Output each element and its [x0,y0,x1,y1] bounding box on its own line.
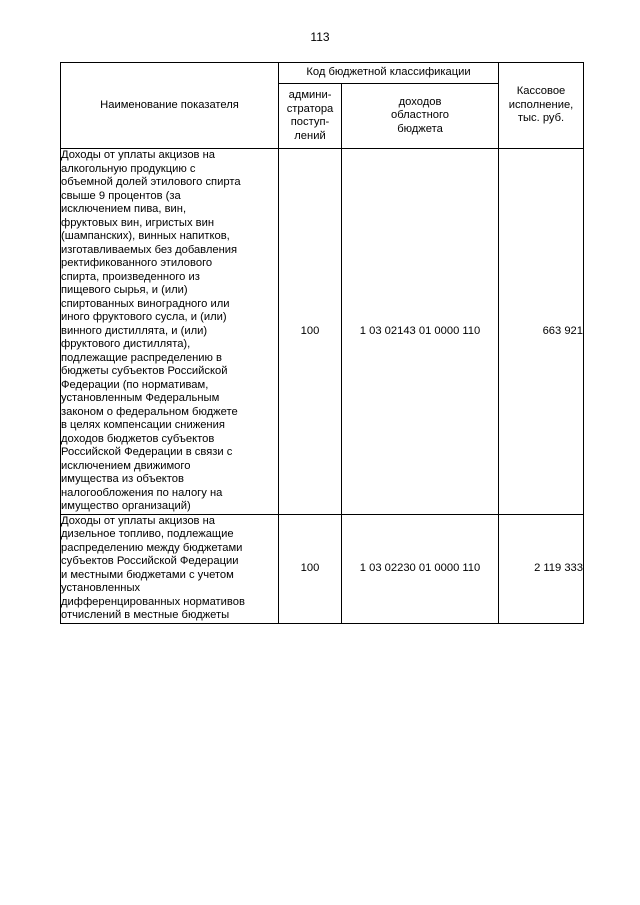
page-number: 113 [310,30,330,44]
header-code-group-label: Код бюджетной классификации [306,66,471,79]
header-administrator-label: админи- стратора поступ- лений [286,89,334,142]
row-admin-code: 100 [279,149,342,515]
header-code-group [279,63,499,84]
header-name [61,63,279,149]
row-amount: 663 921 [499,149,584,515]
header-execution-label: Кассовое исполнение, тыс. руб. [508,85,574,125]
table-row [61,149,584,515]
row-name: Доходы от уплаты акцизов на алкогольную продукцию с объемной долей этилового спирта свыше 9 процентов (за исключением пива, вин, фруктовых вин, игристых вин (шампанских), винных напитков, изготавливаемых без добавления ректификованного этилового спирта, произведенного из пищевого сырья, и (или) спиртованных виноградного или иного фруктового сусла, и (или) винного дистиллята, и (или) фруктового дистиллята), подлежащие распределению в бюджеты субъектов Российской Федерации (по нормативам, установленным Федеральным законом о федеральном бюджете в целях компенсации снижения доходов бюджетов субъектов Российской Федерации в связи с исключением движимого имущества из объектов налогообложения по налогу на имущество организаций) [61,149,279,515]
header-administrator [279,84,342,149]
budget-table [60,62,584,624]
row-income-code: 1 03 02143 01 0000 110 [342,149,499,515]
header-name-label: Наименование показателя [100,98,239,111]
header-income [342,84,499,149]
row-name: Доходы от уплаты акцизов на дизельное топливо, подлежащие распределению между бюджетами субъектов Российской Федерации и местными бюджетами с учетом установленных дифференцированных нормативов отчислений в местные бюджеты [61,514,279,623]
header-execution [499,63,584,149]
row-income-code: 1 03 02230 01 0000 110 [342,514,499,623]
header-row-top [61,63,584,84]
row-amount: 2 119 333 [499,514,584,623]
row-admin-code: 100 [279,514,342,623]
header-income-label: доходов областного бюджета [390,95,450,135]
table-row [61,514,584,623]
